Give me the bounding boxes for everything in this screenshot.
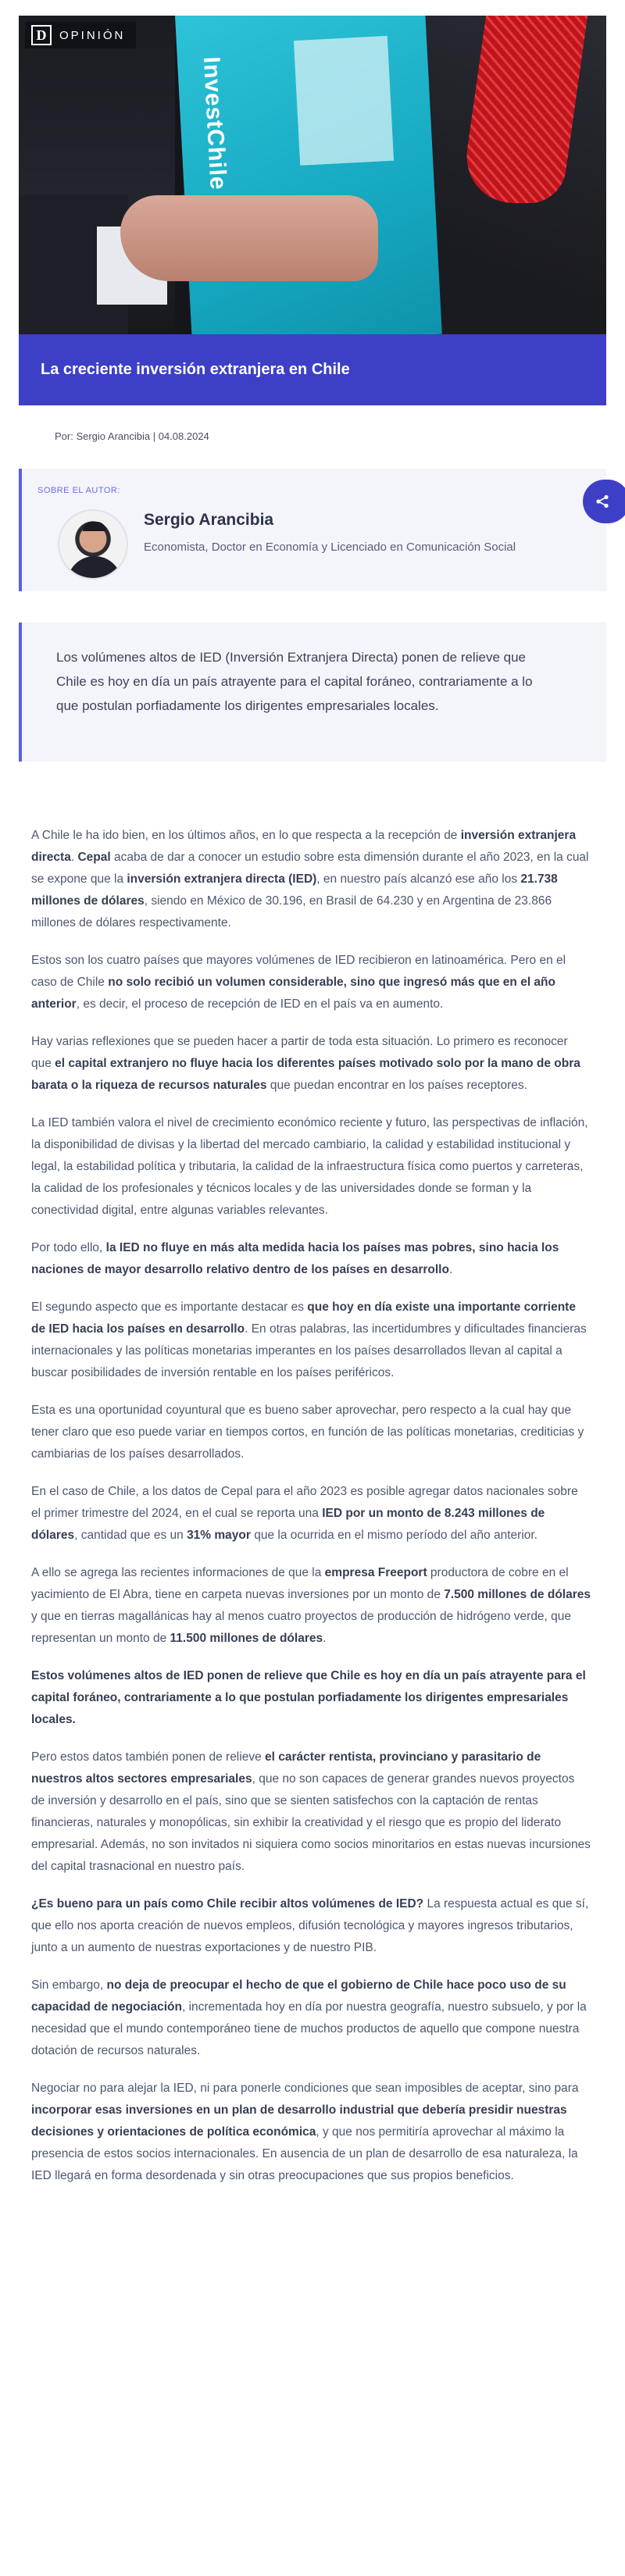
paragraph: A Chile le ha ido bien, en los últimos años, en lo que respecta a la recepción de inversión extranjera directa. Cepal acaba de dar a conocer un estudio sobre esta dimensión durante el año 2023, en la cual se expone que la inversión extranjera directa (IED), en nuestro país alcanzó ese año los 21.738 millones de dólares, siendo en México de 30.196, en Brasil de 64.230 y en Argentina de 23.866 millones de dólares respectivamente.: [31, 829, 589, 929]
paragraph: El segundo aspecto que es importante destacar es que hoy en día existe una importante corriente de IED hacia los países en desarrollo. En otras palabras, las incertidumbres y dificultades financieras internacionales y las políticas monetarias imperantes en los países desarrollados llevan al capital a buscar posibilidades de inversión rentable en los países periféricos.: [31, 1300, 587, 1379]
hero-folder-document: [294, 36, 394, 166]
article-body: [31, 825, 591, 2203]
site-logo-icon: D: [31, 25, 52, 45]
author-avatar: [58, 509, 128, 580]
paragraph: Pero estos datos también ponen de relieve el carácter rentista, provinciano y parasitario de nuestros altos sectores empresariales, que no son capaces de generar grandes nuevos proyectos de inversión y desarrollo en el país, sino que se sienten satisfechos con la captación de rentas financieras, naturales y monopólicas, sin exhibir la creatividad y el riesgo que es propio del liderato empresarial. Además, no son invitados ni siquiera como socios minoritarios en estas nuevas incursiones del capital trasnacional en nuestro país.: [31, 1750, 591, 1873]
author-name[interactable]: Sergio Arancibia: [144, 511, 274, 529]
paragraph: La IED también valora el nivel de crecimiento económico reciente y futuro, las perspectivas de inflación, la disponibilidad de divisas y la libertad del mercado cambiario, la calidad y estabilidad institucional y legal, la estabilidad política y tributaria, la calidad de la infraestructura física como puertos y carreteras, la calidad de los profesionales y técnicos locales y de las universidades donde se forman y la conectividad digital, entre algunas variables relevantes.: [31, 1116, 588, 1217]
paragraph: Negociar no para alejar la IED, ni para ponerle condiciones que sean imposibles de aceptar, sino para incorporar esas inversiones en un plan de desarrollo industrial que debería presidir nuestras decisiones y orientaciones de política económica, y que nos permitiría aprovechar al máximo la presencia de estos socios internacionales. En ausencia de un plan de desarrollo de esa naturaleza, la IED llegará en forma desordenada y sin otras preocupaciones que sus propios beneficios.: [31, 2082, 579, 2182]
paragraph: Estos volúmenes altos de IED ponen de relieve que Chile es hoy en día un país atrayente para el capital foráneo, contrariamente a lo que postulan porfiadamente los dirigentes empresariales locales.: [31, 1669, 586, 1726]
avatar-hair: [83, 522, 106, 531]
avatar-body: [67, 556, 122, 580]
hero-image: [19, 16, 606, 348]
section-badge[interactable]: [25, 22, 136, 48]
author-description: Economista, Doctor en Economía y Licenciado en Comunicación Social: [144, 541, 516, 554]
hero-hand: [120, 195, 378, 281]
paragraph: Hay varias reflexiones que se pueden hacer a partir de toda esta situación. Lo primero es reconocer que el capital extranjero no fluye hacia los diferentes países motivado solo por la mano de obra barata o la riqueza de recursos naturales que puedan encontrar en los países receptores.: [31, 1035, 580, 1092]
pull-quote: Los volúmenes altos de IED (Inversión Extranjera Directa) ponen de relieve que Chile es hoy en día un país atrayente para el capital foráneo, contrariamente a lo que postulan porfiadamente los dirigentes empresariales locales.: [56, 650, 533, 713]
byline: Por: Sergio Arancibia | 04.08.2024: [55, 430, 209, 442]
paragraph: Esta es una oportunidad coyuntural que es bueno saber aprovechar, pero respecto a la cual hay que tener claro que eso puede variar en tiempos cortos, en función de las políticas monetarias, crediticias y cambiarias de los países desarrollados.: [31, 1404, 584, 1461]
paragraph: Sin embargo, no deja de preocupar el hecho de que el gobierno de Chile hace poco uso de su capacidad de negociación, incrementada hoy en día por nuestra geografía, nuestro subsuelo, y por la necesidad que el mundo contemporáneo tiene de muchos productos de aquello que compone nuestra dotación de recursos naturales.: [31, 1978, 587, 2057]
paragraph: En el caso de Chile, a los datos de Cepal para el año 2023 es posible agregar datos nacionales sobre el primer trimestre del 2024, en el cual se reporta una IED por un monto de 8.243 millones de dólares, cantidad que es un 31% mayor que la ocurrida en el mismo período del año anterior.: [31, 1485, 578, 1542]
article-title: La creciente inversión extranjera en Chile: [41, 361, 350, 378]
paragraph: ¿Es bueno para un país como Chile recibir altos volúmenes de IED? La respuesta actual es que sí, que ello nos aporta creación de nuevos empleos, difusión tecnológica y mayores ingresos tributarios, junto a un aumento de nuestras exportaciones y de nuestro PIB.: [31, 1897, 589, 1954]
article-title-bar: [19, 334, 606, 405]
share-button[interactable]: [583, 480, 625, 523]
paragraph: Estos son los cuatro países que mayores volúmenes de IED recibieron en latinoamérica. Pero en el caso de Chile no solo recibió un volumen considerable, sino que ingresó más que en el año anterior, es decir, el proceso de recepción de IED en el país va en aumento.: [31, 954, 566, 1011]
share-icon: [595, 494, 609, 508]
section-label: OPINIÓN: [59, 28, 126, 42]
hero-folder: [175, 16, 442, 347]
paragraph: Por todo ello, la IED no fluye en más alta medida hacia los países mas pobres, sino hacia los naciones de mayor desarrollo relativo dentro de los países en desarrollo.: [31, 1241, 559, 1276]
hero-folder-brand: InvestChile: [198, 55, 231, 191]
author-label: SOBRE EL AUTOR:: [38, 486, 120, 495]
paragraph: A ello se agrega las recientes informaciones de que la empresa Freeport productora de cobre en el yacimiento de El Abra, tiene en carpeta nuevas inversiones por un monto de 7.500 millones de dólares y que en tierras magallánicas hay al menos cuatro proyectos de producción de hidrógeno verde, que representan un monto de 11.500 millones de dólares.: [31, 1566, 591, 1645]
